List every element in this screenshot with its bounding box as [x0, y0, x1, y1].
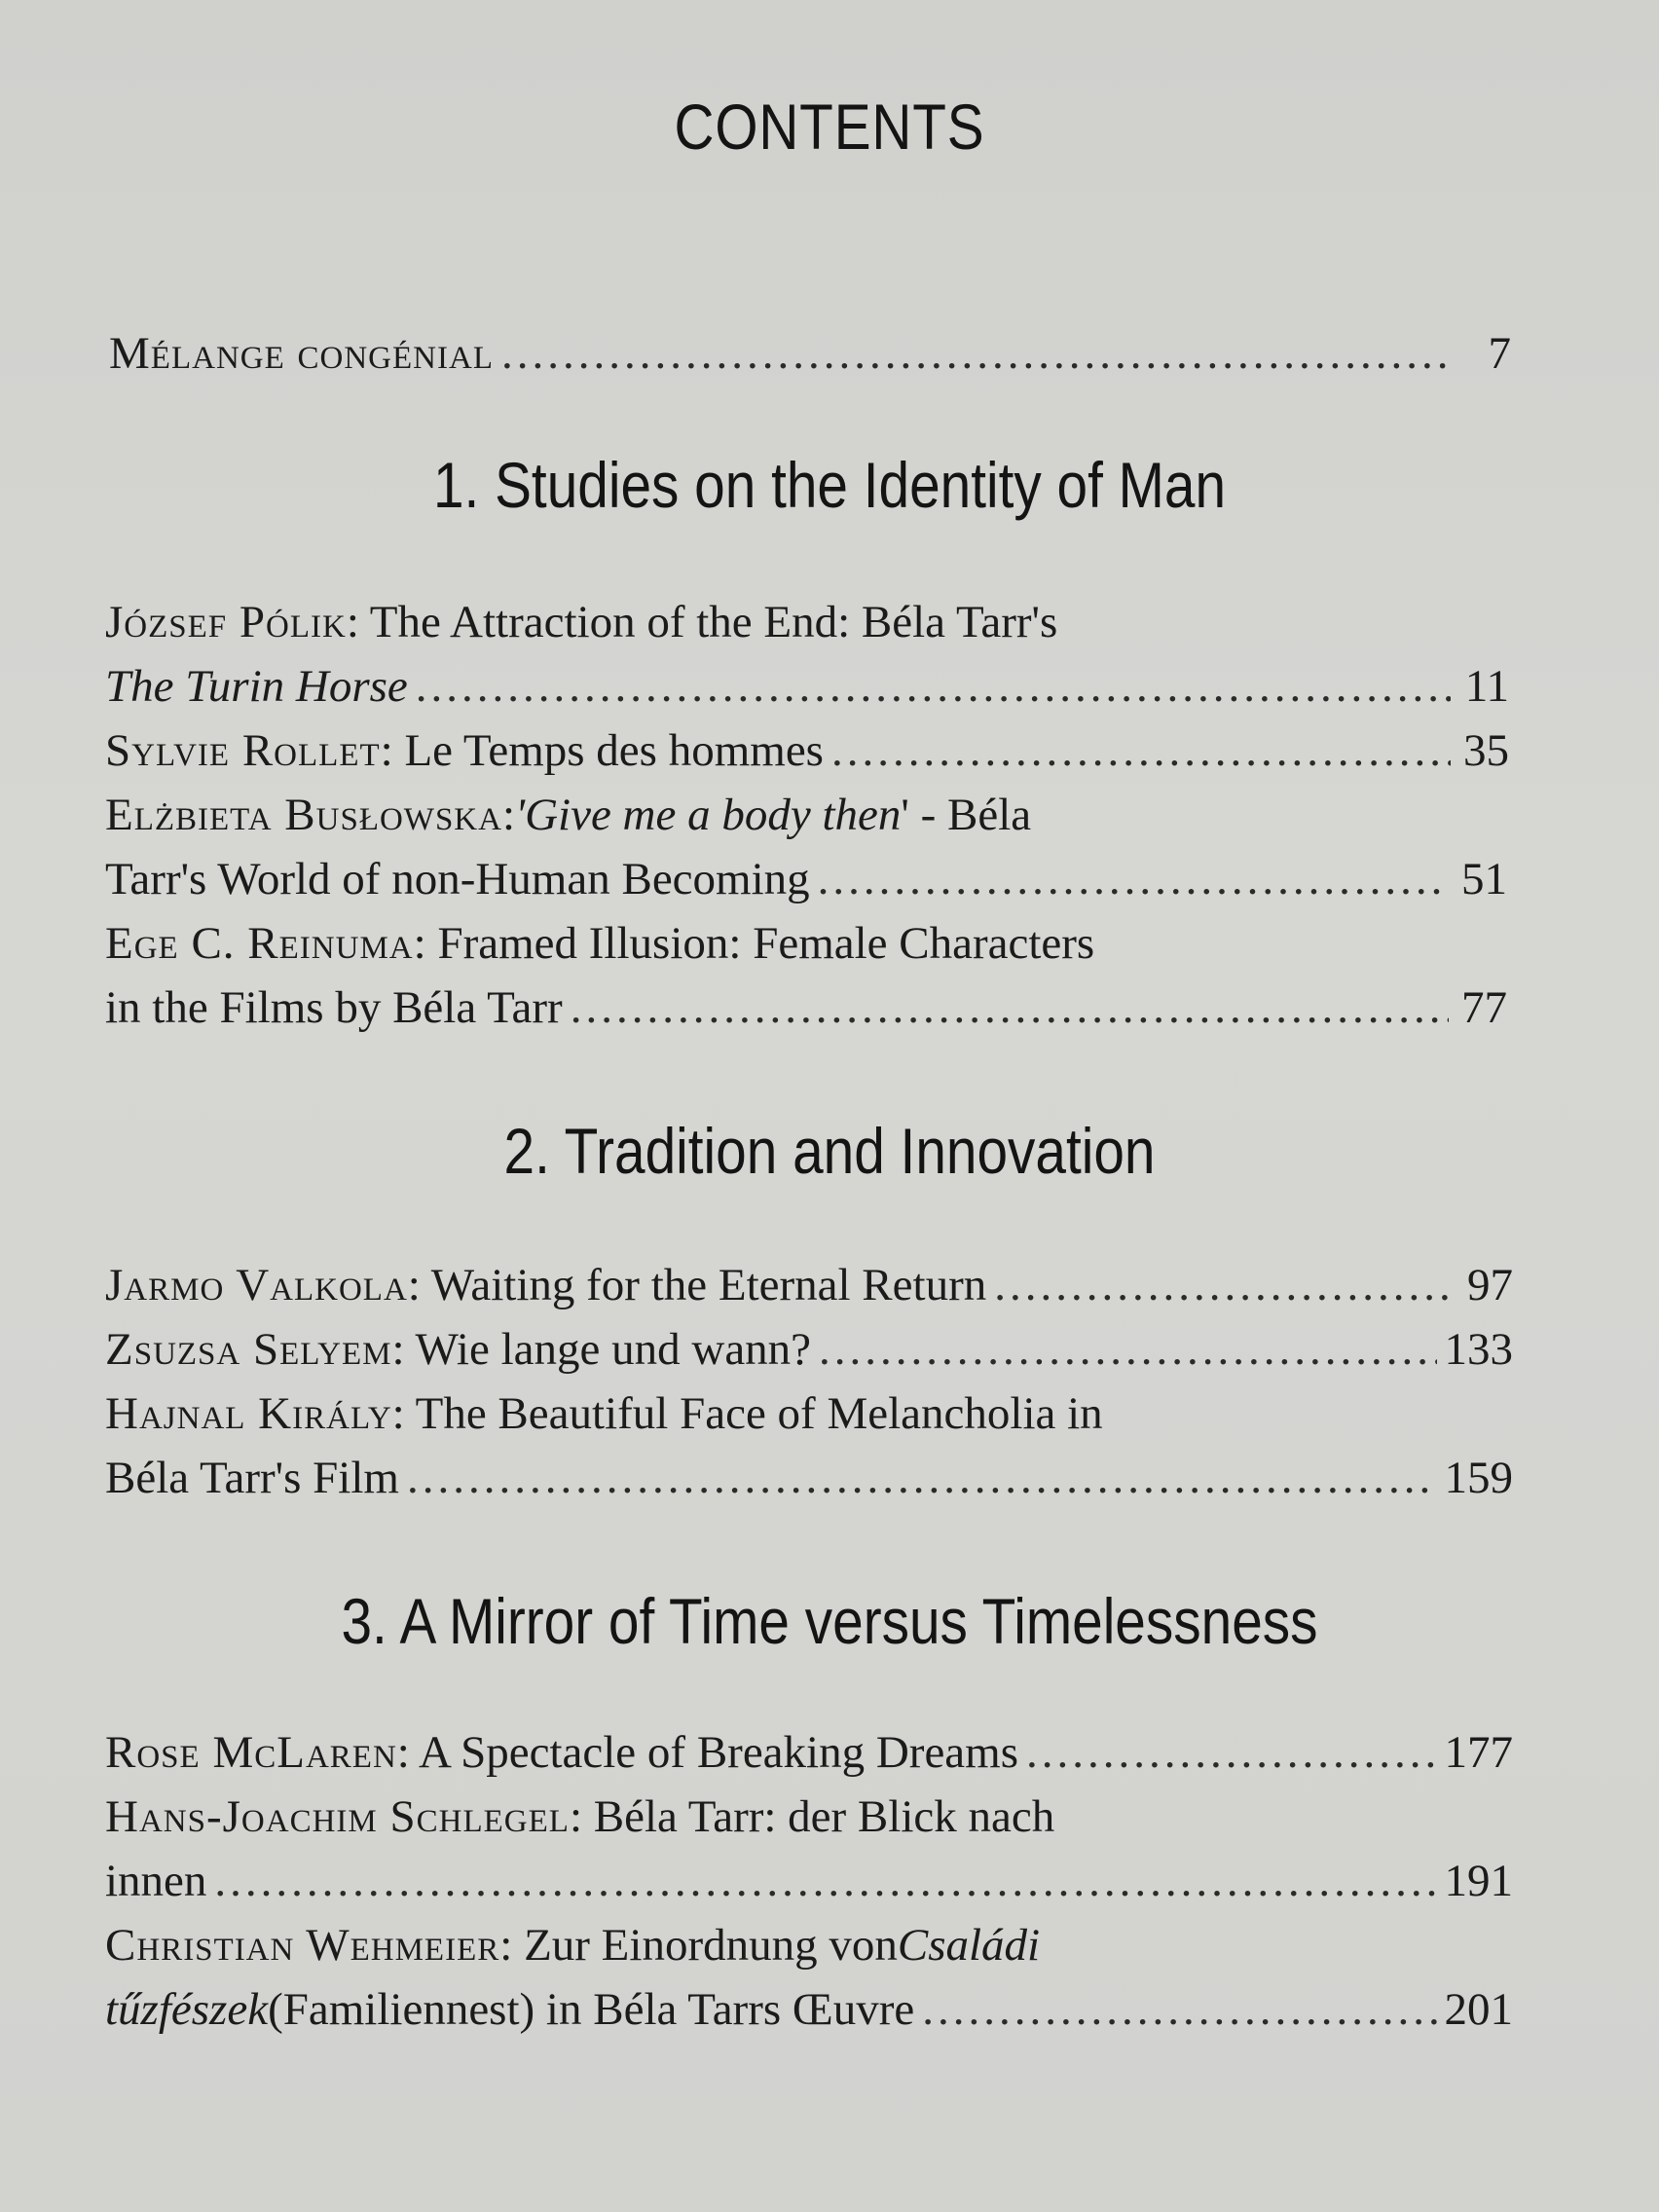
dot-leader	[922, 1977, 1436, 2042]
page-number: 97	[1467, 1260, 1513, 1310]
toc-entry	[105, 783, 1507, 911]
dot-leader	[571, 976, 1449, 1040]
entry-author: Hajnal Király	[105, 1388, 392, 1439]
entry-title: Mélange congénial	[109, 328, 494, 379]
toc-entry	[105, 1913, 1513, 2042]
entry-title: : The Attraction of the End: Béla Tarr's	[346, 597, 1058, 647]
entry-title: : Zur Einordnung von	[499, 1920, 898, 1971]
entry-title: : Wie lange und wann?	[391, 1324, 812, 1375]
entry-author: Elżbieta Busłowska	[105, 790, 502, 840]
toc-entry	[105, 1785, 1513, 1913]
entry-author: Sylvie Rollet	[105, 725, 381, 776]
entry-title: : The Beautiful Face of Melancholia in	[391, 1388, 1103, 1439]
entry-author: József Pólik	[105, 597, 347, 647]
dot-leader	[819, 1317, 1436, 1382]
entry-title: (Familiennest) in Béla Tarrs Œuvre	[268, 1984, 915, 2035]
toc-entry	[105, 719, 1509, 783]
page-number: 133	[1444, 1324, 1513, 1375]
page-number: 7	[1488, 328, 1511, 379]
dot-leader	[416, 654, 1451, 719]
section-heading-3: 3. A Mirror of Time versus Timelessness	[341, 1585, 1318, 1657]
entry-title-italic: The Turin Horse	[105, 661, 408, 712]
entry-author: Jarmo Valkola	[105, 1260, 408, 1310]
dot-leader	[831, 719, 1451, 783]
page-number: 177	[1444, 1727, 1513, 1778]
entry-title: : A Spectacle of Breaking Dreams	[396, 1727, 1019, 1778]
entry-title: : Waiting for the Eternal Return	[407, 1260, 987, 1310]
page-title: CONTENTS	[674, 91, 985, 163]
toc-entry-intro	[109, 321, 1511, 386]
entry-author: Ege C. Reinuma	[105, 918, 414, 969]
entry-title: ' - Béla	[901, 790, 1032, 840]
page-number: 159	[1444, 1453, 1513, 1503]
dot-leader	[1026, 1720, 1436, 1785]
entry-title: :	[501, 790, 516, 840]
section-heading-2: 2. Tradition and Innovation	[503, 1115, 1156, 1187]
entry-title: Béla Tarr's Film	[105, 1453, 399, 1503]
toc-entry	[105, 1382, 1513, 1510]
dot-leader	[407, 1446, 1437, 1510]
page-number: 77	[1461, 982, 1507, 1033]
page-number: 11	[1464, 661, 1509, 712]
entry-title-italic: Családi	[897, 1920, 1041, 1971]
page-number: 191	[1444, 1856, 1513, 1906]
entry-title: innen	[105, 1856, 207, 1906]
toc-entry	[105, 911, 1507, 1040]
entry-title: Tarr's World of non-Human Becoming	[105, 854, 810, 904]
toc-entry	[105, 590, 1509, 719]
dot-leader	[501, 321, 1453, 386]
dot-leader	[994, 1253, 1455, 1317]
page-number: 201	[1444, 1984, 1513, 2035]
entry-title-italic: tűzfészek	[105, 1984, 269, 2035]
toc-entry	[105, 1317, 1513, 1382]
entry-author: Rose McLaren	[105, 1727, 397, 1778]
page-number: 35	[1463, 725, 1509, 776]
entry-title-italic: 'Give me a body then	[515, 790, 902, 840]
section-heading-1: 1. Studies on the Identity of Man	[432, 449, 1227, 521]
dot-leader	[818, 847, 1449, 911]
entry-author: Christian Wehmeier	[105, 1920, 500, 1971]
entry-title: : Béla Tarr: der Blick nach	[569, 1791, 1055, 1842]
toc-entry	[105, 1720, 1513, 1785]
entry-title: : Framed Illusion: Female Characters	[413, 918, 1095, 969]
entry-author: Zsuzsa Selyem	[105, 1324, 392, 1375]
toc-entry	[105, 1253, 1513, 1317]
entry-title: : Le Temps des hommes	[380, 725, 824, 776]
entry-title: in the Films by Béla Tarr	[105, 982, 563, 1033]
page-number: 51	[1461, 854, 1507, 904]
entry-author: Hans-Joachim Schlegel	[105, 1791, 570, 1842]
dot-leader	[214, 1849, 1436, 1913]
